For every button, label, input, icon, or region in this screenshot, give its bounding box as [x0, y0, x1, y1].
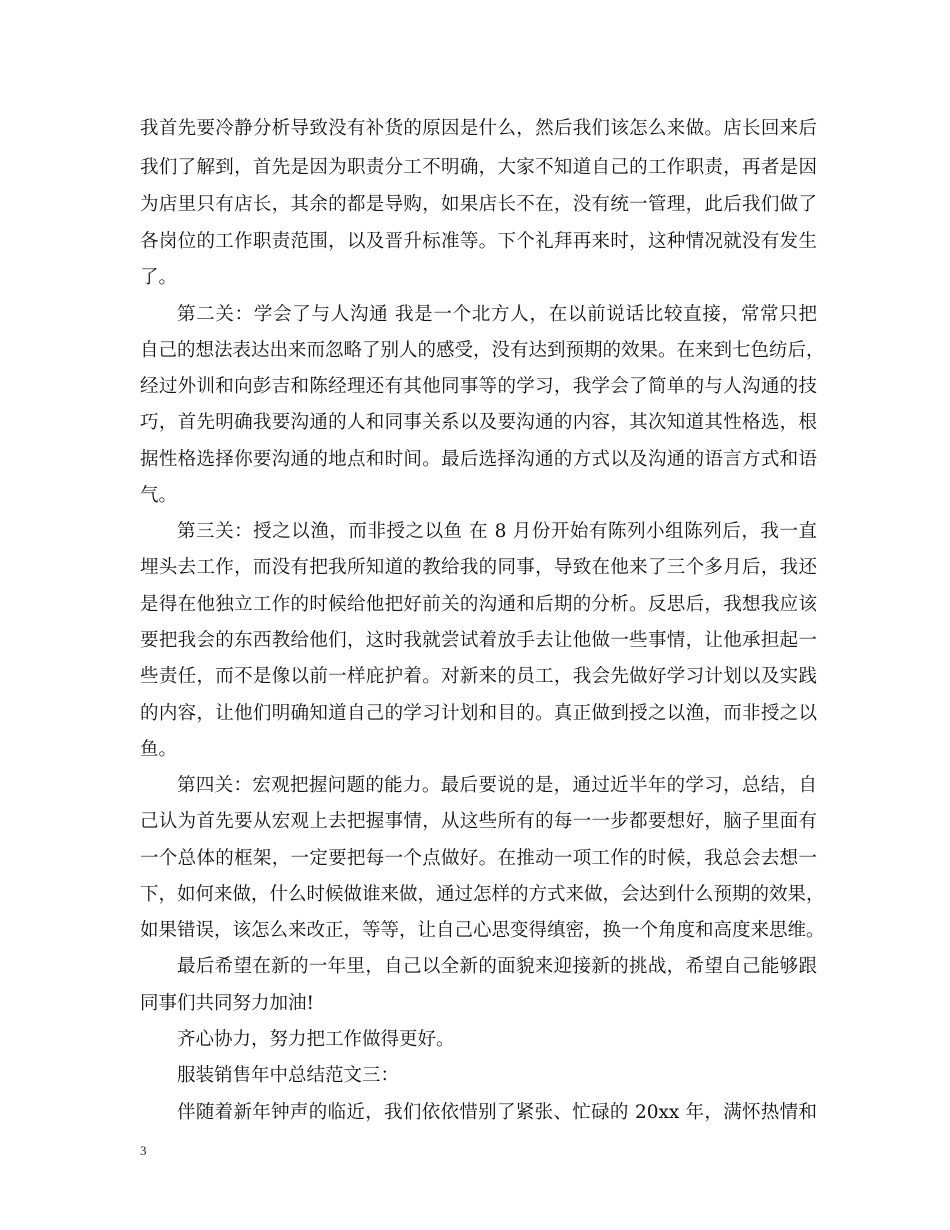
- text-line: 己认为首先要从宏观上去把握事情，从这些所有的每一一步都要想好，脑子里面有: [140, 811, 817, 832]
- text-line: 埋头去工作，而没有把我所知道的教给我的同事，导致在他来了三个多月后，我还: [140, 557, 817, 578]
- text-line: 经过外训和向彭吉和陈经理还有其他同事等的学习，我学会了简单的与人沟通的技: [140, 376, 817, 397]
- text-line: 要把我会的东西教给他们，这时我就尝试着放手去让他做一些事情，让他承担起一: [140, 630, 817, 651]
- text-line: 一个总体的框架，一定要把每一个点做好。在推动一项工作的时候，我总会去想一: [140, 848, 817, 869]
- section-heading: 服装销售年中总结范文三：: [177, 1065, 400, 1086]
- text-line: 鱼。: [140, 739, 178, 760]
- text-line: 了。: [140, 267, 178, 288]
- text-line: 些责任，而不是像以前一样庇护着。对新来的员工，我会先做好学习计划以及实践: [140, 666, 817, 687]
- paragraph-first-line: 齐心协力，努力把工作做得更好。: [177, 1029, 455, 1050]
- text-line: 下，如何来做，什么时候做谁来做，通过怎样的方式来做，会达到什么预期的效果，: [140, 884, 825, 905]
- text-line: 我们了解到，首先是因为职责分工不明确，大家不知道自己的工作职责，再者是因: [140, 157, 817, 178]
- text-line: 巧，首先明确我要沟通的人和同事关系以及要沟通的内容，其次知道其性格选，根: [140, 412, 817, 433]
- text-line: 据性格选择你要沟通的地点和时间。最后选择沟通的方式以及沟通的语言方式和语: [140, 449, 817, 470]
- text-line: 为店里只有店长，其余的都是导购，如果店长不在，没有统一管理，此后我们做了: [140, 194, 817, 215]
- text-line: 气。: [140, 485, 178, 506]
- text-line: 同事们共同努力加油!: [140, 993, 314, 1014]
- paragraph-first-line: 第四关：宏观把握问题的能力。最后要说的是，通过近半年的学习，总结，自: [177, 775, 817, 796]
- text-line: 自己的想法表达出来而忽略了别人的感受，没有达到预期的效果。在来到七色纺后，: [140, 340, 825, 361]
- paragraph-first-line: 最后希望在新的一年里，自己以全新的面貌来迎接新的挑战，希望自己能够跟: [177, 956, 817, 977]
- paragraph-first-line: 第三关：授之以渔，而非授之以鱼 在 8 月份开始有陈列小组陈列后，我一直: [177, 521, 817, 542]
- page-number: 3: [140, 1143, 147, 1158]
- text-line: 我首先要冷静分析导致没有补货的原因是什么，然后我们该怎么来做。店长回来后: [140, 118, 817, 139]
- text-line: 各岗位的工作职责范围，以及晋升标准等。下个礼拜再来时，这种情况就没有发生: [140, 231, 817, 252]
- paragraph-first-line: 伴随着新年钟声的临近，我们依依惜别了紧张、忙碌的 20xx 年，满怀热情和: [177, 1102, 817, 1123]
- text-line: 是得在他独立工作的时候给他把好前关的沟通和后期的分析。反思后，我想我应该: [140, 594, 817, 615]
- paragraph-first-line: 第二关：学会了与人沟通 我是一个北方人，在以前说话比较直接，常常只把: [177, 304, 817, 325]
- text-line: 的内容，让他们明确知道自己的学习计划和目的。真正做到授之以渔，而非授之以: [140, 703, 817, 724]
- text-line: 如果错误，该怎么来改正，等等，让自己心思变得缜密，换一个角度和高度来思维。: [140, 920, 825, 941]
